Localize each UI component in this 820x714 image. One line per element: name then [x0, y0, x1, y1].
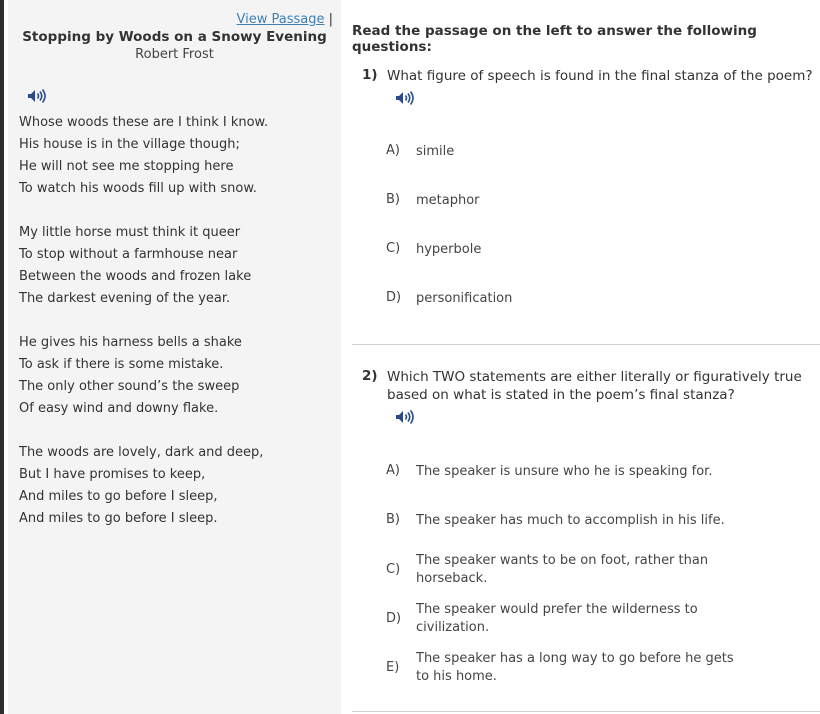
option-letter: A): [386, 463, 400, 478]
option-letter: B): [386, 512, 400, 527]
option-letter: A): [386, 143, 400, 158]
speaker-audio-icon: [394, 89, 416, 107]
answer-option-a[interactable]: [386, 463, 786, 483]
poem-line: To stop without a farmhouse near: [19, 247, 238, 262]
option-letter: C): [386, 562, 401, 577]
poem-line: To ask if there is some mistake.: [19, 357, 224, 372]
option-text: hyperbole: [416, 242, 482, 257]
answer-option-d[interactable]: [386, 290, 786, 310]
answer-option-c[interactable]: [386, 241, 786, 261]
poem-line: And miles to go before I sleep,: [19, 489, 218, 504]
poem-line: The woods are lovely, dark and deep,: [19, 445, 264, 460]
poem-line: The only other sound’s the sweep: [19, 379, 240, 394]
question-divider: [352, 344, 820, 345]
option-text: The speaker would prefer the wilderness to civilization.: [416, 602, 698, 635]
question-number: 1): [362, 67, 378, 83]
poem-line: Between the woods and frozen lake: [19, 269, 252, 284]
option-text: metaphor: [416, 193, 480, 208]
question-1-audio-button[interactable]: [394, 89, 416, 107]
question-text: Which TWO statements are either literally or figuratively true based on what is stated in the poem’s final stanza?: [387, 369, 802, 403]
poem-line: But I have promises to keep,: [19, 467, 206, 482]
poem-line: He gives his harness bells a shake: [19, 335, 242, 350]
poem-body: [19, 112, 268, 552]
poem-line: To watch his woods fill up with snow.: [19, 181, 257, 196]
view-passage-link[interactable]: View Passage: [236, 12, 325, 27]
passage-audio-button[interactable]: [26, 87, 48, 105]
questions-pane: [341, 0, 820, 714]
question-2-audio-button[interactable]: [394, 408, 416, 426]
option-letter: D): [386, 611, 402, 626]
poem-stanza: [19, 222, 268, 310]
answer-option-b[interactable]: [386, 192, 786, 212]
option-letter: C): [386, 241, 401, 256]
poem-line: He will not see me stopping here: [19, 159, 234, 174]
answer-option-b[interactable]: [386, 512, 786, 532]
option-text: The speaker wants to be on foot, rather than horseback.: [416, 553, 709, 586]
poem-stanza: [19, 442, 268, 530]
option-text: The speaker has a long way to go before he gets to his home.: [416, 651, 734, 684]
poem-line: The darkest evening of the year.: [19, 291, 231, 306]
question-divider: [352, 711, 820, 712]
question-text: What figure of speech is found in the final stanza of the poem?: [387, 68, 813, 84]
poem-line: My little horse must think it queer: [19, 225, 241, 240]
question-1: [352, 67, 820, 317]
poem-line: And miles to go before I sleep.: [19, 511, 218, 526]
option-text: simile: [416, 144, 455, 159]
question-2: [352, 368, 820, 698]
question-number: 2): [362, 368, 378, 384]
option-text: personification: [416, 291, 513, 306]
poem-line: Whose woods these are I think I know.: [19, 115, 269, 130]
poem-stanza: [19, 112, 268, 200]
passage-author: Robert Frost: [135, 47, 214, 62]
answer-option-c[interactable]: [386, 552, 786, 592]
option-text: The speaker is unsure who he is speaking for.: [416, 464, 713, 479]
view-passage-separator: |: [328, 12, 333, 27]
option-letter: B): [386, 192, 400, 207]
option-text: The speaker has much to accomplish in his life.: [416, 513, 725, 528]
instructions-heading: Read the passage on the left to answer the following questions:: [352, 23, 757, 55]
option-letter: E): [386, 660, 400, 675]
answer-option-e[interactable]: [386, 650, 786, 690]
view-passage-row: [237, 12, 334, 27]
poem-line: Of easy wind and downy flake.: [19, 401, 219, 416]
poem-stanza: [19, 332, 268, 420]
poem-line: His house is in the village though;: [19, 137, 240, 152]
answer-option-a[interactable]: [386, 143, 786, 163]
passage-title: Stopping by Woods on a Snowy Evening: [22, 29, 327, 45]
answer-option-d[interactable]: [386, 601, 786, 641]
speaker-audio-icon: [394, 408, 416, 426]
option-letter: D): [386, 290, 402, 305]
speaker-audio-icon: [26, 87, 48, 105]
passage-pane: [8, 0, 341, 714]
